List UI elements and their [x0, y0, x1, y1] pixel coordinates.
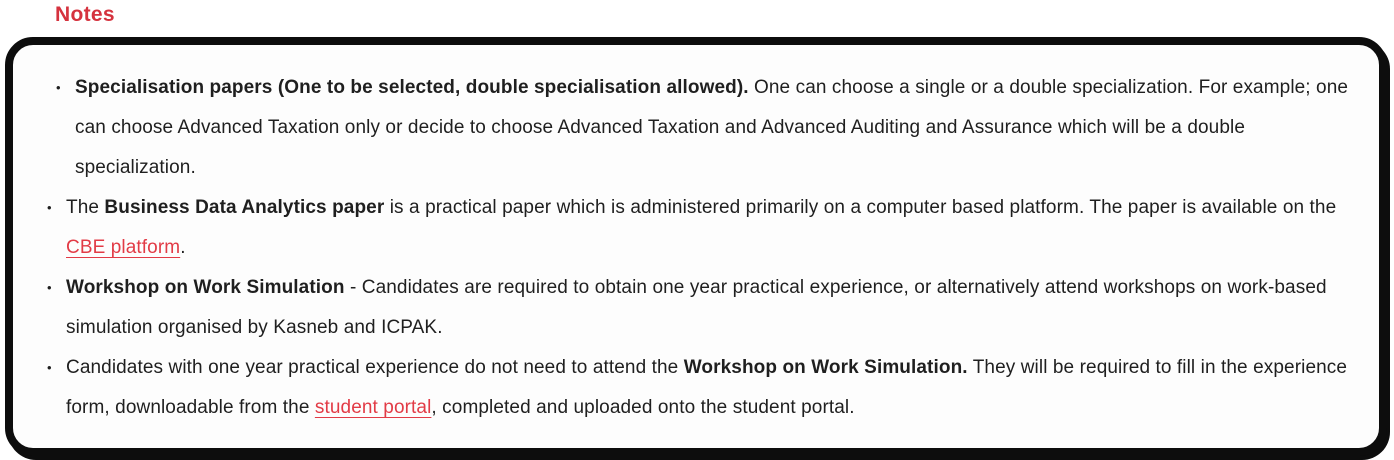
- page-title: Notes: [55, 3, 115, 26]
- notes-panel: [5, 37, 1387, 456]
- note-item: [31, 188, 1351, 268]
- notes-list: [31, 68, 1351, 428]
- bullet-icon: •: [47, 200, 52, 215]
- note-text: .: [180, 237, 186, 258]
- note-item: [31, 348, 1351, 428]
- note-item: [31, 68, 1351, 188]
- bullet-icon: •: [47, 360, 52, 375]
- note-text-bold: Specialisation papers (One to be selected, double specialisation allowed).: [75, 77, 755, 98]
- note-text: is a practical paper which is administered primarily on a computer based platform. The paper is available on the: [384, 197, 1337, 218]
- note-text-bold: Workshop on Work Simulation.: [683, 357, 968, 378]
- student-portal-link[interactable]: student portal: [314, 397, 432, 418]
- note-item: [31, 268, 1351, 348]
- note-text: Candidates with one year practical experience do not need to attend the: [66, 357, 684, 378]
- note-text: - Candidates are required to obtain one year practical experience, or alternatively attend workshops on work-based simulation organised by Kasneb and ICPAK.: [66, 277, 1327, 338]
- note-text: They will be required to fill in the experience form, downloadable from the: [66, 357, 1348, 418]
- note-text: , completed and uploaded onto the student portal.: [431, 397, 855, 418]
- note-text: One can choose a single or a double specialization. For example; one can choose Advanced Taxation only or decide to choose Advanced Taxation and Advanced Auditing and Assurance which will be a double specialization.: [75, 77, 1349, 178]
- note-text-bold: Business Data Analytics paper: [104, 197, 385, 218]
- cbe-platform-link[interactable]: CBE platform: [66, 237, 181, 258]
- bullet-icon: •: [47, 280, 52, 295]
- note-text: The: [66, 197, 105, 218]
- note-text-bold: Workshop on Work Simulation: [66, 277, 345, 298]
- bullet-icon: •: [56, 80, 61, 95]
